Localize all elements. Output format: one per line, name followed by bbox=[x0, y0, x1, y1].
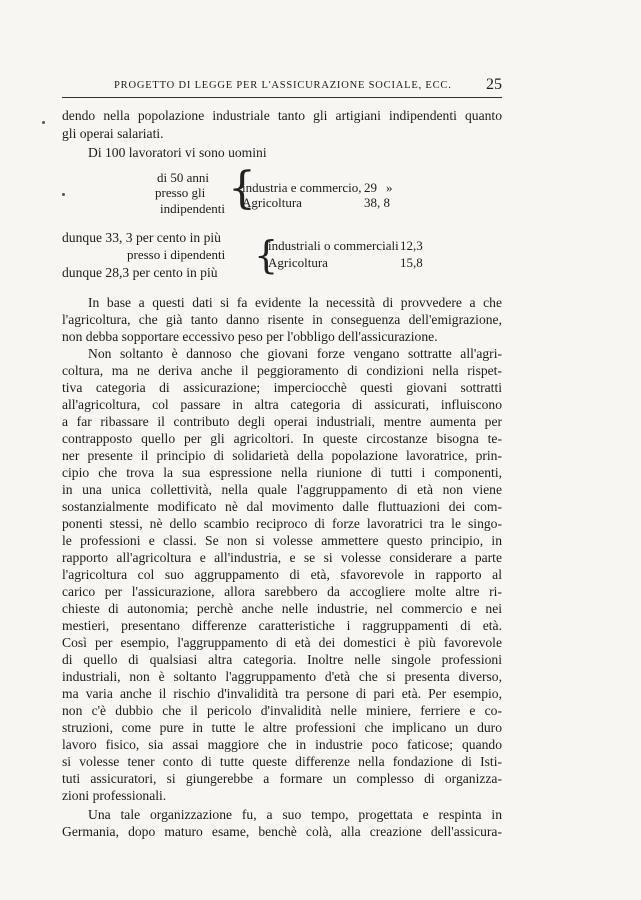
text-line: le professioni e classi. Se non si volesse ammettere questo principio, in bbox=[62, 533, 502, 548]
table-row-value: 29 bbox=[364, 180, 377, 195]
text-line: Così per esempio, l'aggruppamento di età dei domestici è più favorevole bbox=[62, 635, 502, 650]
header-rule bbox=[62, 97, 502, 98]
table-row-value: 38, 8 bbox=[364, 195, 390, 210]
text-line: mestieri, presentano differenze caratteristiche i raggruppamenti di età. bbox=[62, 618, 502, 633]
table-row-label: industriali o commerciali bbox=[268, 238, 399, 253]
conclusion-line: dunque 33, 3 per cento in più bbox=[62, 230, 221, 245]
table-label: presso i dipendenti bbox=[127, 247, 226, 262]
text-line: l'agricoltura, che già tanto danno risente in conseguenza dell'emigrazione, bbox=[62, 312, 502, 327]
text-line: Germania, dopo maturo esame, benchè colà, alla creazione dell'assicura- bbox=[62, 824, 502, 839]
text-line: chieste di autonomia; perchè anche nelle industrie, nel commercio e nei bbox=[62, 601, 502, 616]
curly-brace: { bbox=[254, 233, 279, 277]
text-line: dendo nella popolazione industriale tanto gli artigiani indipendenti quanto bbox=[62, 108, 502, 123]
text-line: coltura, ma ne deriva anche il peggioramento di condizioni nella rispet- bbox=[62, 363, 502, 378]
table-row-label: Agricoltura bbox=[268, 255, 328, 270]
text-line: contrapposto quello per gli agricoltori. In queste circostanze bisogna te- bbox=[62, 431, 502, 446]
text-line: carico per l'assicurazione, allora sarebbero da accogliere molte altre ri- bbox=[62, 584, 502, 599]
text-line: l'agricoltura col suo aggruppamento di età, sfavorevole in rapporto al bbox=[62, 567, 502, 582]
margin-speck bbox=[62, 193, 65, 196]
text-line: ma varia anche il rischio d'invalidità tra persone di pari età. Per esempio, bbox=[62, 686, 502, 701]
table-label: di 50 anni bbox=[157, 170, 209, 185]
table-label: presso gli bbox=[155, 185, 206, 200]
stat-intro: Di 100 lavoratori vi sono uomini bbox=[88, 145, 267, 160]
table-row-label: Agricoltura bbox=[242, 195, 302, 210]
text-line: Non soltanto è dannoso che giovani forze vengano sottratte all'agri- bbox=[88, 346, 502, 361]
text-line: tuti assicuratori, si giungerebbe a formare un complesso di organizza- bbox=[62, 771, 502, 786]
text-line: struzioni, come pure in tutte le altre professioni che implicano un duro bbox=[62, 720, 502, 735]
curly-brace: { bbox=[228, 163, 256, 214]
text-line: si volesse tener conto di tutte queste differenze nella fondazione di Isti- bbox=[62, 754, 502, 769]
text-line: lavoro fisico, sia assai maggiore che in industrie poco faticose; quando bbox=[62, 737, 502, 752]
conclusion-line: dunque 28,3 per cento in più bbox=[62, 265, 218, 280]
text-line: sostanzialmente modificato nè dal movimento dalle fluttuazioni dei com- bbox=[62, 499, 502, 514]
text-line: tiva categoria di assicurazione; imperciocchè questi giovani sottratti bbox=[62, 380, 502, 395]
text-line: cipio che trova la sua espressione nella riunione di tutti i componenti, bbox=[62, 465, 502, 480]
text-line: rapporto all'agricoltura e all'industria, e se si volesse considerare a parte bbox=[62, 550, 502, 565]
text-line: ponenti stessi, nè dello scambio reciproco di forze lavoratrici tra le singo- bbox=[62, 516, 502, 531]
text-line: all'agricoltura, col passare in altra categoria di assicurati, influiscono bbox=[62, 397, 502, 412]
text-line: non c'è dubbio che il pericolo d'invalidità nelle miniere, ferriere e co- bbox=[62, 703, 502, 718]
text-line: Una tale organizzazione fu, a suo tempo, progettata e respinta in bbox=[88, 807, 502, 822]
text-line: a far ribassare il contributo degli operai industriali, mentre aumenta per bbox=[62, 414, 502, 429]
table-row-mark: » bbox=[386, 180, 393, 195]
text-line: industriali, non è soltanto l'aggruppamento d'età che si presenta diverso, bbox=[62, 669, 502, 684]
text-line: di quello di qualsiasi altra categoria. Inoltre nelle singole professioni bbox=[62, 652, 502, 667]
table-row-label: industria e commercio, bbox=[242, 180, 362, 195]
text-line: in una unica collettività, nella quale l'aggruppamento di età non viene bbox=[62, 482, 502, 497]
text-line: In base a questi dati si fa evidente la necessità di provvedere a che bbox=[88, 295, 502, 310]
margin-speck bbox=[42, 121, 45, 124]
text-line: ner presente il principio di solidarietà della popolazione lavoratrice, prin- bbox=[62, 448, 502, 463]
page-number: 25 bbox=[486, 76, 502, 93]
text-line: gli operai salariati. bbox=[62, 126, 164, 141]
table-row-value: 15,8 bbox=[400, 255, 423, 270]
text-line: zioni professionali. bbox=[62, 788, 167, 803]
table-row-value: 12,3 bbox=[400, 238, 423, 253]
running-title: PROGETTO DI LEGGE PER L'ASSICURAZIONE SOCIALE, ECC. bbox=[114, 80, 452, 91]
table-label: indipendenti bbox=[160, 201, 225, 216]
text-line: non debba sopportare eccessivo peso per l'obbligo dell'assicurazione. bbox=[62, 329, 438, 344]
